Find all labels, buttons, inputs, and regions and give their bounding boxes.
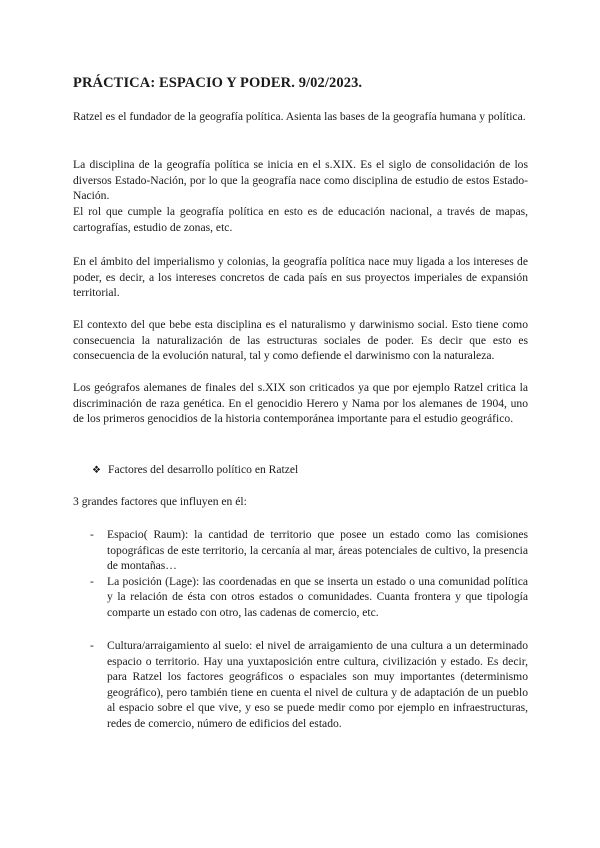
list-item-cultura xyxy=(73,638,528,732)
factors-heading-text: Factores del desarrollo político en Ratzel xyxy=(108,463,299,476)
list-item-espacio xyxy=(73,527,528,574)
factors-intro: 3 grandes factores que influyen en él: xyxy=(73,495,247,508)
paragraph-imperialism: En el ámbito del imperialismo y colonias, la geografía política nace muy ligada a los intereses de poder, es decir, a los intereses concretos de cada país en sus proyectos imperiales de expansión territorial. xyxy=(73,255,528,300)
factors-list-continued xyxy=(73,638,528,732)
list-item-text: Espacio( Raum): la cantidad de territorio que posee un estado como las comisiones topográficas de este territorio, la cercanía al mar, áreas potenciales de cultivo, la presencia de montañas… xyxy=(107,528,528,573)
list-item-posicion xyxy=(73,574,528,621)
diamond-bullet-icon: ❖ xyxy=(92,465,101,476)
list-item-text: La posición (Lage): las coordenadas en que se inserta un estado o una comunidad política y la relación de ésta con otros estados o comunidades. Cuanta frontera y que tipología comparte un estado con otro, las cadenas de comercio, etc. xyxy=(107,574,528,619)
paragraph-political-geography-origin: La disciplina de la geografía política se inicia en el s.XIX. Es el siglo de consolidación de los diversos Estado-Nación, por lo que la geografía nace como disciplina de estudio de estos Estado-Nación. xyxy=(73,158,528,203)
dash-bullet-icon: - xyxy=(90,528,94,541)
document-title: PRÁCTICA: ESPACIO Y PODER. 9/02/2023. xyxy=(73,75,363,91)
paragraph-national-education: El rol que cumple la geografía política en esto es de educación nacional, a través de mapas, cartografías, estudio de zonas, etc. xyxy=(73,205,528,234)
dash-bullet-icon: - xyxy=(90,574,94,588)
dash-bullet-icon: - xyxy=(90,639,94,652)
paragraph-ratzel-founder: Ratzel es el fundador de la geografía política. Asienta las bases de la geografía humana y política. xyxy=(73,110,526,123)
paragraph-social-darwinism: El contexto del que bebe esta disciplina es el naturalismo y darwinismo social. Esto tiene como consecuencia la naturalización de las estructuras sociales de poder. Es decir que esto es consecuencia de la evolución natural, tal y como defiende el darwinismo con la naturaleza. xyxy=(73,318,528,363)
paragraph-german-geographers: Los geógrafos alemanes de finales del s.XIX son criticados ya que por ejemplo Ratzel critica la discriminación de raza genética. En el genocidio Herero y Nama por los alemanes de 1904, uno de los primeros genocidios de la historia contemporánea importante para el estudio geográfico. xyxy=(73,381,528,426)
list-item-text: Cultura/arraigamiento al suelo: el nivel de arraigamiento de una cultura a un determinado espacio o territorio. Hay una yuxtaposición entre cultura, civilización y estado. Es decir, para Ratzel los factores geográficos o espaciales son muy importantes (determinismo geográfico), pero también tiene en cuenta el nivel de cultura y de adaptación de un pueblo al espacio sobre el que vive, y eso se puede medir como por ejemplo en infraestructuras, redes de comercio, número de edificios del estado. xyxy=(107,639,528,730)
factors-list xyxy=(73,527,528,621)
factors-bullet-heading xyxy=(92,462,298,479)
